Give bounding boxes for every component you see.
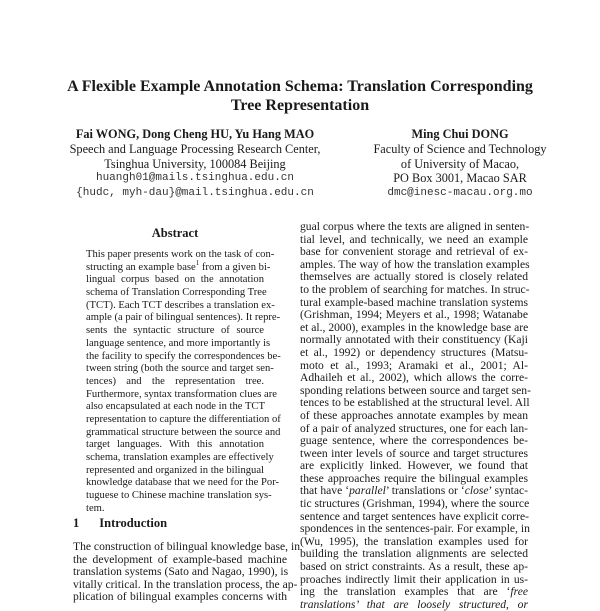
author-block-right <box>340 127 580 201</box>
text-line: (Grishman, 1994; Meyers et al., 1998; Watanabe <box>300 308 528 322</box>
section-number: 1 <box>73 516 80 530</box>
text-line: sents the syntactic structure of source <box>86 325 264 337</box>
text-line: normally annotated with their constituency (Kaji <box>300 333 528 347</box>
text-line: plication of bilingual examples concerns with <box>73 590 287 604</box>
text-line: base for convenient storage and retrieval of ex- <box>300 245 528 259</box>
text-line: to the problem of searching for matches. In struc- <box>300 282 530 296</box>
text-line: language sentence, and more importantly is <box>86 337 271 349</box>
text-line: tween string (both the source and target sen- <box>86 363 274 375</box>
title-line: Tree Representation <box>230 97 370 114</box>
text-line: tial level, and technically, we need an example <box>300 232 528 246</box>
title-line: A Flexible Example Annotation Schema: Translation Corresponding <box>67 78 533 95</box>
text-segment: ’ translations or ‘ <box>385 484 465 498</box>
text-line: representation to capture the differentiation of <box>86 413 281 425</box>
author-names: Ming Chui DONG <box>411 127 509 141</box>
text-line <box>300 599 528 611</box>
text-line: (TCT). Each TCT describes a translation ex- <box>86 299 275 311</box>
text-line: knowledge database that we need for the Por- <box>86 477 280 489</box>
text-line: tences) and the representation tree. <box>86 375 264 387</box>
text-line: sentence and target sentences have explicit corre- <box>300 509 529 523</box>
text-line: tural example-based machine translation systems <box>300 295 528 309</box>
right-column-body <box>300 220 531 611</box>
text-line: guage sentence, where the correspondences be- <box>300 434 528 448</box>
text-line: the development of example-based machine <box>73 552 287 566</box>
text-line: lingual corpus based on the annotation <box>86 274 264 286</box>
text-line: et al., 1992) or dependency structures (Matsu- <box>300 345 528 359</box>
text-segment: parallel <box>349 484 386 498</box>
author-email: {hudc, myh-dau}@mail.tsinghua.edu.cn <box>76 187 314 200</box>
abstract-heading: Abstract <box>151 226 199 240</box>
text-line: the facility to specify the correspondences be- <box>86 350 281 362</box>
text-line: tic structures (Grishman, 1994), where the source <box>300 497 530 511</box>
text-line: represented and organized in the bilingual <box>86 464 264 476</box>
affiliation-line: Tsinghua University, 100084 Beijing <box>104 156 286 171</box>
abstract-body <box>86 249 281 515</box>
text-line: tences to be established at the structural level. All <box>300 396 530 410</box>
text-segment: close <box>464 484 489 498</box>
text-line: schema, translation examples are effectively <box>86 452 274 463</box>
text-line: proaches indirectly limit their application in us- <box>300 572 528 586</box>
text-line: sponding relations between source and target sen- <box>300 383 531 397</box>
paper-title <box>0 77 600 115</box>
text-line: Furthermore, syntax transformation clues are <box>86 388 277 400</box>
text-line <box>86 258 271 275</box>
text-line: vitally critical. In the translation process, the ap- <box>73 577 298 591</box>
text-segment: that have ‘ <box>300 484 350 498</box>
text-line: et al., 2000), examples in the knowledge base are <box>300 320 529 334</box>
text-line: of a pair of analyzed structures, one for each lan- <box>300 421 528 435</box>
text-line: tem. <box>86 502 105 514</box>
text-line: of these approaches annotate examples by mean <box>300 408 528 422</box>
section-title: Introduction <box>99 516 168 530</box>
introduction-body <box>73 540 300 604</box>
affiliation-line: Speech and Language Processing Research Center, <box>69 141 321 156</box>
affiliation-line: PO Box 3001, Macao SAR <box>393 171 527 186</box>
text-line: target languages. With this annotation <box>86 439 264 451</box>
section-heading-introduction <box>73 516 167 531</box>
text-line: amples. The way of how the translation examples <box>300 257 530 271</box>
text-line: building the translation alignments are selected <box>300 547 528 561</box>
text-line: themselves are actually stored is closely related <box>300 270 528 284</box>
text-line: tuguese to Chinese machine translation sys- <box>86 490 272 502</box>
footnote-marker: 1 <box>195 258 200 267</box>
text-line: based on strict constraints. As a result, these ap- <box>300 560 528 574</box>
text-line: are explicitly linked. However, we found that <box>300 459 528 473</box>
text-line: gual corpus where the texts are aligned in senten- <box>300 220 530 233</box>
text-line: also encapsulated at each node in the TCT <box>86 401 265 413</box>
author-email: dmc@inesc-macau.org.mo <box>387 187 533 200</box>
text-line: The construction of bilingual knowledge base, in <box>73 540 300 553</box>
text-line: ample (a pair of bilingual sentences). It repre- <box>86 312 281 324</box>
text-line: schema of Translation Corresponding Tree <box>86 287 267 299</box>
affiliation-line: Faculty of Science and Technology <box>373 141 547 156</box>
text-segment: ing the translation examples that are ‘ <box>300 585 511 599</box>
text-segment: free <box>510 585 528 599</box>
text-line: moto et al., 1993; Aramaki et al., 2001; Al- <box>300 358 528 372</box>
text-line: grammatical structure between the source and <box>86 426 281 438</box>
text-line: these approaches require the bilingual examples <box>300 471 528 485</box>
text-line: tween inter levels of source and target structures <box>300 446 528 460</box>
text-segment: ’ syntac- <box>488 484 528 498</box>
text-line: Adhaileh et al., 2002), which allows the corre- <box>300 371 528 385</box>
author-block-left <box>50 127 340 201</box>
text-segment: structing an example base <box>86 261 196 273</box>
text-line: This paper presents work on the task of con- <box>86 249 275 260</box>
author-email: huangh01@mails.tsinghua.edu.cn <box>95 172 295 185</box>
text-line: translation systems (Sato and Nagao, 1990), is <box>73 565 289 579</box>
affiliation-line: of University of Macao, <box>400 156 520 171</box>
text-segment: translations’ that are loosely structured, or <box>300 597 528 611</box>
author-names: Fai WONG, Dong Cheng HU, Yu Hang MAO <box>75 127 315 141</box>
text-segment: from a given bi- <box>199 261 271 273</box>
text-line: spondences in the sentences-pair. For example, in <box>300 522 530 536</box>
text-line: (Wu, 1995), the translation examples used for <box>300 534 528 548</box>
